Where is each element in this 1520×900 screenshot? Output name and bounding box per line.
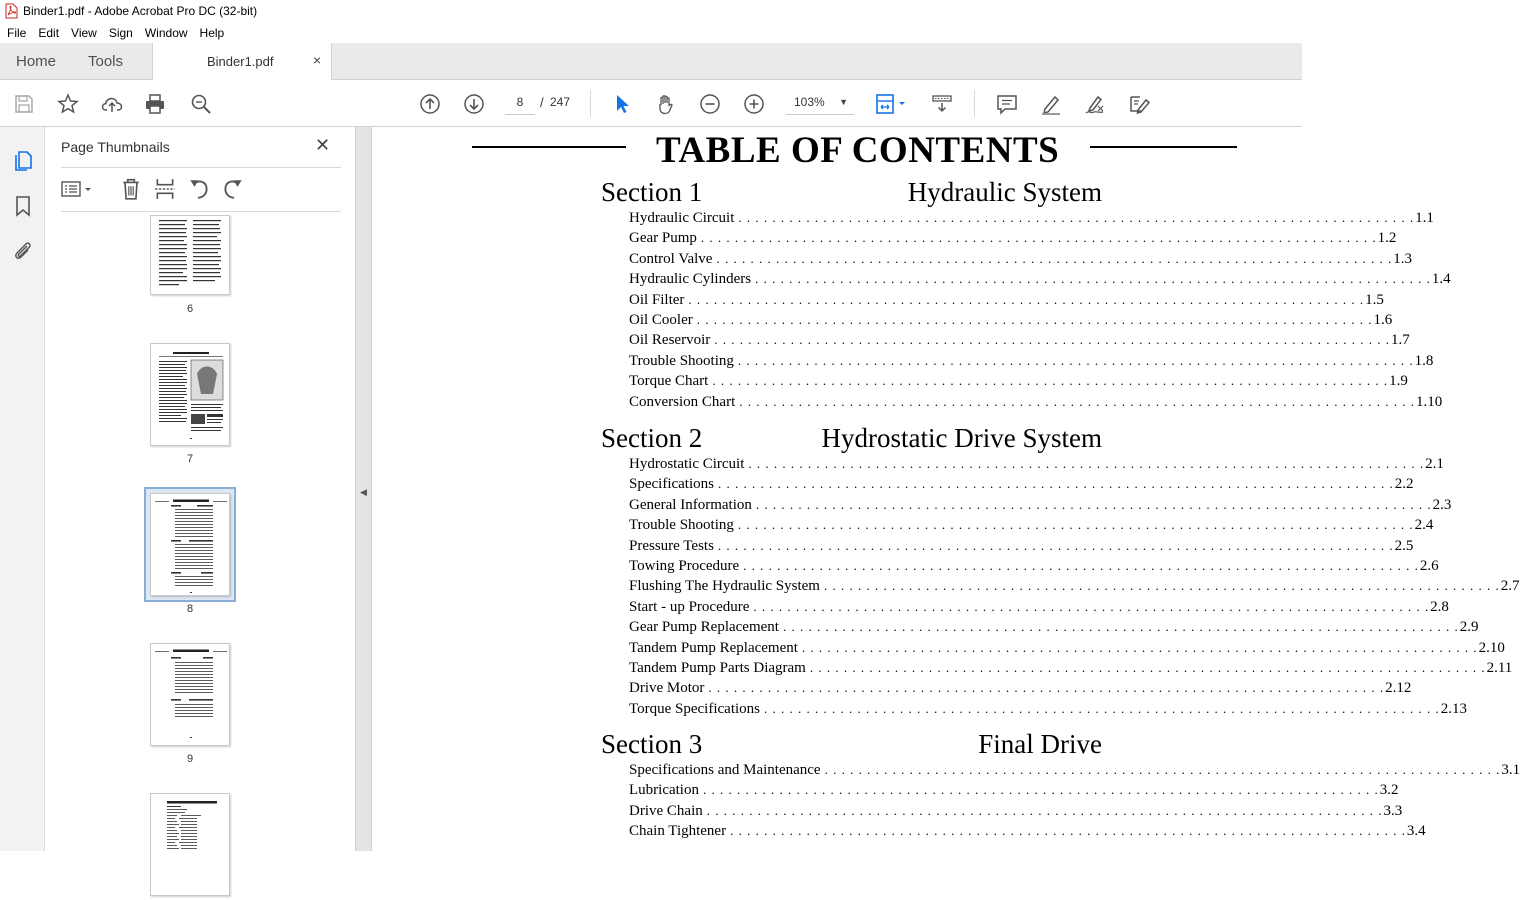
toc-entry[interactable] bbox=[629, 250, 1412, 269]
select-cursor-icon[interactable] bbox=[610, 92, 634, 116]
zoom-in-icon[interactable] bbox=[742, 92, 766, 116]
toc-entry-label: Gear Pump bbox=[629, 230, 697, 247]
page-thumbnail[interactable] bbox=[150, 343, 230, 446]
toc-entry-page: 1.2 bbox=[1377, 230, 1397, 247]
section-heading bbox=[601, 729, 1102, 759]
save-icon[interactable] bbox=[12, 92, 36, 116]
toc-dot-leader: . . . . . . . . . . . . . . . . . . . . . . . . . . . . . . . . . . . . . . . . . . . . . . . . . . . . . . . . . . . . . . . . . . . . . . . . . . . . . . . . bbox=[717, 476, 1394, 492]
previous-page-icon[interactable] bbox=[418, 92, 442, 116]
tab-home[interactable]: Home bbox=[16, 53, 57, 70]
toc-entry-page: 2.11 bbox=[1486, 660, 1513, 676]
document-view[interactable] bbox=[372, 127, 1520, 851]
toc-entry-label: Drive Chain bbox=[629, 802, 703, 819]
collapse-panel-arrow-icon[interactable]: ◀ bbox=[360, 487, 367, 497]
toc-entry-page: 2.3 bbox=[1432, 496, 1452, 513]
toc-entry-page: 1.1 bbox=[1415, 210, 1434, 226]
menu-file[interactable]: File bbox=[7, 25, 27, 40]
toc-entry-label: Specifications bbox=[629, 476, 714, 493]
page-thumbnails-icon[interactable] bbox=[11, 148, 35, 172]
toc-entry[interactable] bbox=[629, 332, 1410, 350]
toc-entry-page: 1.10 bbox=[1416, 393, 1443, 410]
upload-cloud-icon[interactable] bbox=[100, 92, 124, 116]
toc-entry-page: 2.5 bbox=[1394, 537, 1414, 554]
attachments-icon[interactable] bbox=[11, 239, 35, 263]
toc-dot-leader: . . . . . . . . . . . . . . . . . . . . . . . . . . . . . . . . . . . . . . . . . . . . . . . . . . . . . . . . . . . . . . . . . . . . . . . . . . . . . . . . bbox=[737, 352, 1414, 368]
toc-entry[interactable] bbox=[629, 517, 1434, 535]
toc-dot-leader: . . . . . . . . . . . . . . . . . . . . . . . . . . . . . . . . . . . . . . . . . . . . . . . . . . . . . . . . . . . . . . . . . . . . . . . . . . . . . . . . bbox=[706, 802, 1383, 818]
toc-dot-leader: . . . . . . . . . . . . . . . . . . . . . . . . . . . . . . . . . . . . . . . . . . . . . . . . . . . . . . . . . . . . . . . . . . . . . . . . . . . . . . . . bbox=[716, 250, 1393, 266]
toc-dot-leader: . . . . . . . . . . . . . . . . . . . . . . . . . . . . . . . . . . . . . . . . . . . . . . . . . . . . . . . . . . . . . . . . . . . . . . . . . . . . . . . . bbox=[717, 537, 1394, 553]
toc-dot-leader: . . . . . . . . . . . . . . . . . . . . . . . . . . . . . . . . . . . . . . . . . . . . . . . . . . . . . . . . . . . . . . . . . . . . . . . . . . . . . . . . bbox=[823, 578, 1500, 594]
page-thumbnail[interactable] bbox=[150, 215, 230, 295]
toc-entry-page: 2.13 bbox=[1440, 700, 1467, 717]
toc-entry-page: 3.2 bbox=[1379, 782, 1399, 799]
page-total: 247 bbox=[550, 95, 571, 109]
toc-dot-leader: . . . . . . . . . . . . . . . . . . . . . . . . . . . . . . . . . . . . . . . . . . . . . . . . . . . . . . . . . . . . . . . . . . . . . . . . . . . . . . . . bbox=[824, 762, 1501, 777]
tab-document[interactable] bbox=[152, 43, 332, 80]
toc-dot-leader: . . . . . . . . . . . . . . . . . . . . . . . . . . . . . . . . . . . . . . . . . . . . . . . . . . . . . . . . . . . . . . . . . . . . . . . . . . . . . . . . bbox=[700, 230, 1377, 246]
toc-dot-leader: . . . . . . . . . . . . . . . . . . . . . . . . . . . . . . . . . . . . . . . . . . . . . . . . . . . . . . . . . . . . . . . . . . . . . . . . . . . . . . . . bbox=[688, 291, 1365, 307]
title-rule-left bbox=[472, 146, 626, 148]
left-navigation-rail bbox=[0, 127, 45, 851]
toc-entry[interactable] bbox=[629, 558, 1439, 576]
toc-entry-label: Start - up Procedure bbox=[629, 598, 750, 615]
toc-entry[interactable] bbox=[629, 393, 1443, 412]
panel-title: Page Thumbnails bbox=[61, 139, 170, 155]
search-zoom-icon[interactable] bbox=[189, 92, 213, 116]
toc-entry[interactable] bbox=[629, 802, 1403, 821]
section-name: Final Drive bbox=[978, 729, 1102, 759]
zoom-level-dropdown[interactable] bbox=[786, 91, 854, 115]
menu-bar bbox=[0, 22, 1302, 43]
toc-entry-label: Gear Pump Replacement bbox=[629, 619, 779, 636]
toc-entry-label: Tandem Pump Parts Diagram bbox=[629, 660, 806, 676]
page-thumbnail[interactable] bbox=[150, 643, 230, 746]
menu-window[interactable]: Window bbox=[144, 25, 188, 40]
thumbnail-options-icon[interactable] bbox=[59, 177, 95, 201]
toc-entry-label: Drive Motor bbox=[629, 680, 705, 697]
main-toolbar bbox=[0, 80, 1302, 127]
bookmarks-icon[interactable] bbox=[11, 194, 35, 218]
close-panel-icon[interactable]: ✕ bbox=[315, 135, 331, 155]
sign-pen-icon[interactable] bbox=[1083, 92, 1107, 116]
toc-dot-leader: . . . . . . . . . . . . . . . . . . . . . . . . . . . . . . . . . . . . . . . . . . . . . . . . . . . . . . . . . . . . . . . . . . . . . . . . . . . . . . . . bbox=[708, 680, 1385, 696]
toc-entry-label: Towing Procedure bbox=[629, 558, 740, 574]
toc-entry-page: 1.7 bbox=[1390, 332, 1410, 349]
toc-entry[interactable] bbox=[629, 291, 1384, 310]
toc-dot-leader: . . . . . . . . . . . . . . . . . . . . . . . . . . . . . . . . . . . . . . . . . . . . . . . . . . . . . . . . . . . . . . . . . . . . . . . . . . . . . . . . bbox=[702, 782, 1379, 798]
toc-entry-label: Hydrostatic Circuit bbox=[629, 456, 745, 472]
toc-entry-page: 2.4 bbox=[1414, 517, 1434, 534]
acrobat-pdf-icon bbox=[5, 4, 17, 18]
toc-entry-page: 3.1 bbox=[1501, 762, 1520, 778]
menu-edit[interactable]: Edit bbox=[38, 25, 60, 40]
toc-entry-label: Pressure Tests bbox=[629, 537, 714, 554]
tab-document-label: Binder1.pdf bbox=[207, 54, 274, 69]
toc-entry[interactable] bbox=[629, 700, 1467, 719]
toc-entry-label: Specifications and Maintenance bbox=[629, 762, 821, 778]
toc-dot-leader: . . . . . . . . . . . . . . . . . . . . . . . . . . . . . . . . . . . . . . . . . . . . . . . . . . . . . . . . . . . . . . . . . . . . . . . . . . . . . . . . bbox=[696, 312, 1373, 327]
section-name: Hydraulic System bbox=[907, 177, 1102, 207]
toc-dot-leader: . . . . . . . . . . . . . . . . . . . . . . . . . . . . . . . . . . . . . . . . . . . . . . . . . . . . . . . . . . . . . . . . . . . . . . . . . . . . . . . . bbox=[782, 619, 1459, 635]
toc-entry[interactable] bbox=[629, 271, 1451, 289]
toc-entry[interactable] bbox=[629, 578, 1520, 596]
toc-entry[interactable] bbox=[629, 476, 1414, 494]
toc-entry-label: Oil Reservoir bbox=[629, 332, 711, 349]
toolbar-divider bbox=[974, 90, 975, 117]
toc-dot-leader: . . . . . . . . . . . . . . . . . . . . . . . . . . . . . . . . . . . . . . . . . . . . . . . . . . . . . . . . . . . . . . . . . . . . . . . . . . . . . . . . bbox=[714, 332, 1390, 348]
toc-entry-label: Tandem Pump Replacement bbox=[629, 639, 798, 656]
page-thumbnail[interactable] bbox=[150, 793, 230, 896]
page-fit-icon[interactable] bbox=[874, 92, 908, 116]
thumbnail-list bbox=[45, 219, 335, 851]
toc-entry-page: 2.7 bbox=[1500, 578, 1520, 595]
page-thumbnail-preview bbox=[151, 794, 231, 897]
rotate-right-icon[interactable] bbox=[221, 177, 245, 201]
page-thumbnail-preview bbox=[151, 344, 231, 447]
thumbnail-page-number: 8 bbox=[186, 603, 194, 615]
section-number: Section 1 bbox=[601, 177, 703, 207]
chevron-down-icon: ▼ bbox=[839, 97, 848, 107]
section-number: Section 3 bbox=[601, 729, 703, 759]
toc-dot-leader: . . . . . . . . . . . . . . . . . . . . . . . . . . . . . . . . . . . . . . . . . . . . . . . . . . . . . . . . . . . . . . . . . . . . . . . . . . . . . . . . bbox=[809, 660, 1486, 675]
panel-divider bbox=[61, 167, 341, 168]
thumbnail-page-number: 6 bbox=[186, 303, 194, 315]
page-separator: / bbox=[540, 95, 544, 110]
close-tab-icon[interactable]: × bbox=[313, 52, 322, 68]
toc-dot-leader: . . . . . . . . . . . . . . . . . . . . . . . . . . . . . . . . . . . . . . . . . . . . . . . . . . . . . . . . . . . . . . . . . . . . . . . . . . . . . . . . bbox=[743, 558, 1419, 573]
toc-entry-label: Lubrication bbox=[629, 782, 699, 799]
toc-entry-page: 1.5 bbox=[1365, 291, 1384, 308]
toc-entry-label: Hydraulic Circuit bbox=[629, 210, 735, 226]
edit-document-icon[interactable] bbox=[1127, 92, 1151, 116]
toc-entry-page: 2.8 bbox=[1430, 598, 1449, 615]
toc-entry[interactable] bbox=[629, 598, 1449, 617]
section-heading bbox=[601, 177, 1102, 207]
toc-entry-label: Oil Filter bbox=[629, 291, 685, 308]
scroll-mode-icon[interactable] bbox=[930, 92, 954, 116]
toc-entry[interactable] bbox=[629, 352, 1434, 371]
section-heading bbox=[601, 423, 1102, 453]
title-rule-right bbox=[1090, 146, 1237, 148]
toc-entry[interactable] bbox=[629, 230, 1397, 248]
toc-entry-page: 2.9 bbox=[1459, 619, 1479, 636]
toc-entry-page: 1.3 bbox=[1393, 250, 1412, 267]
toc-entry[interactable] bbox=[629, 782, 1399, 800]
page-thumbnail-preview bbox=[151, 216, 231, 296]
page-thumbnail-preview bbox=[151, 644, 231, 747]
toc-dot-leader: . . . . . . . . . . . . . . . . . . . . . . . . . . . . . . . . . . . . . . . . . . . . . . . . . . . . . . . . . . . . . . . . . . . . . . . . . . . . . . . . bbox=[730, 823, 1406, 839]
thumbnail-page-number: 9 bbox=[186, 753, 194, 765]
toc-entry-page: 1.6 bbox=[1373, 312, 1393, 328]
insert-page-icon[interactable] bbox=[153, 177, 177, 201]
toc-dot-leader: . . . . . . . . . . . . . . . . . . . . . . . . . . . . . . . . . . . . . . . . . . . . . . . . . . . . . . . . . . . . . . . . . . . . . . . . . . . . . . . . bbox=[739, 393, 1415, 409]
toc-entry-label: Trouble Shooting bbox=[629, 352, 734, 369]
toc-entry-label: Flushing The Hydraulic System bbox=[629, 578, 820, 595]
menu-sign[interactable]: Sign bbox=[108, 25, 133, 40]
toc-dot-leader: . . . . . . . . . . . . . . . . . . . . . . . . . . . . . . . . . . . . . . . . . . . . . . . . . . . . . . . . . . . . . . . . . . . . . . . . . . . . . . . . bbox=[748, 456, 1425, 471]
tab-bar bbox=[0, 43, 1302, 80]
toc-dot-leader: . . . . . . . . . . . . . . . . . . . . . . . . . . . . . . . . . . . . . . . . . . . . . . . . . . . . . . . . . . . . . . . . . . . . . . . . . . . . . . . . bbox=[753, 598, 1430, 614]
toc-entry-page: 2.6 bbox=[1419, 558, 1439, 574]
toc-entry[interactable] bbox=[629, 537, 1414, 556]
toc-entry[interactable] bbox=[629, 762, 1520, 780]
toc-entry-page: 1.4 bbox=[1431, 271, 1451, 288]
toc-entry[interactable] bbox=[629, 639, 1505, 658]
toc-entry[interactable] bbox=[629, 660, 1513, 678]
toc-entry-page: 1.9 bbox=[1389, 373, 1408, 390]
thumbnail-page-number: 7 bbox=[186, 453, 194, 465]
print-icon[interactable] bbox=[143, 92, 167, 116]
zoom-out-icon[interactable] bbox=[698, 92, 722, 116]
toc-entry-page: 2.1 bbox=[1425, 456, 1444, 472]
menu-view[interactable]: View bbox=[71, 25, 97, 40]
toc-entry-page: 2.12 bbox=[1385, 680, 1412, 697]
toc-entry[interactable] bbox=[629, 496, 1452, 515]
toc-entry-label: Torque Specifications bbox=[629, 700, 760, 717]
comment-icon[interactable] bbox=[995, 92, 1019, 116]
toc-dot-leader: . . . . . . . . . . . . . . . . . . . . . . . . . . . . . . . . . . . . . . . . . . . . . . . . . . . . . . . . . . . . . . . . . . . . . . . . . . . . . . . . bbox=[738, 210, 1415, 225]
page-thumbnail-preview bbox=[151, 494, 231, 597]
panel-splitter[interactable] bbox=[355, 127, 372, 851]
toc-entry-label: Chain Tightener bbox=[629, 823, 727, 840]
toc-entry-label: Trouble Shooting bbox=[629, 517, 734, 534]
title-bar bbox=[0, 0, 1302, 22]
document-title: TABLE OF CONTENTS bbox=[656, 130, 1060, 171]
toc-dot-leader: . . . . . . . . . . . . . . . . . . . . . . . . . . . . . . . . . . . . . . . . . . . . . . . . . . . . . . . . . . . . . . . . . . . . . . . . . . . . . . . . bbox=[712, 373, 1389, 389]
toc-entry[interactable] bbox=[629, 619, 1479, 637]
toc-entry-page: 2.2 bbox=[1394, 476, 1414, 493]
hand-tool-icon[interactable] bbox=[654, 92, 678, 116]
section-name: Hydrostatic Drive System bbox=[821, 423, 1102, 453]
toc-entry[interactable] bbox=[629, 210, 1434, 228]
toc-entry[interactable] bbox=[629, 680, 1412, 698]
toc-entry-label: Hydraulic Cylinders bbox=[629, 271, 752, 288]
toc-entry-page: 3.4 bbox=[1406, 823, 1426, 840]
page-thumbnail-selected[interactable] bbox=[150, 493, 230, 596]
toc-entry-label: Control Valve bbox=[629, 250, 713, 267]
toc-entry-page: 2.10 bbox=[1478, 639, 1505, 656]
panel-divider bbox=[61, 211, 341, 212]
toc-entry[interactable] bbox=[629, 456, 1444, 474]
window-title: Binder1.pdf - Adobe Acrobat Pro DC (32-bit) bbox=[23, 4, 258, 18]
toc-dot-leader: . . . . . . . . . . . . . . . . . . . . . . . . . . . . . . . . . . . . . . . . . . . . . . . . . . . . . . . . . . . . . . . . . . . . . . . . . . . . . . . . bbox=[801, 639, 1478, 655]
zoom-level-value: 103% bbox=[794, 95, 825, 109]
toc-entry-page: 1.8 bbox=[1414, 352, 1434, 369]
star-bookmark-icon[interactable] bbox=[56, 92, 80, 116]
toc-dot-leader: . . . . . . . . . . . . . . . . . . . . . . . . . . . . . . . . . . . . . . . . . . . . . . . . . . . . . . . . . . . . . . . . . . . . . . . . . . . . . . . . bbox=[755, 496, 1432, 512]
next-page-icon[interactable] bbox=[462, 92, 486, 116]
toc-entry-label: Conversion Chart bbox=[629, 393, 736, 410]
toc-dot-leader: . . . . . . . . . . . . . . . . . . . . . . . . . . . . . . . . . . . . . . . . . . . . . . . . . . . . . . . . . . . . . . . . . . . . . . . . . . . . . . . . bbox=[764, 700, 1440, 716]
section-number: Section 2 bbox=[601, 423, 703, 453]
highlight-pen-icon[interactable] bbox=[1039, 92, 1063, 116]
toc-entry-label: General Information bbox=[629, 496, 752, 513]
delete-page-icon[interactable] bbox=[119, 177, 143, 201]
page-thumbnails-panel bbox=[45, 127, 355, 851]
toc-entry[interactable] bbox=[629, 312, 1393, 330]
tab-tools[interactable]: Tools bbox=[88, 53, 124, 70]
page-number-input[interactable]: 8 bbox=[505, 91, 535, 115]
toc-entry[interactable] bbox=[629, 823, 1426, 841]
toc-entry-label: Oil Cooler bbox=[629, 312, 693, 328]
toc-entry[interactable] bbox=[629, 373, 1408, 391]
toc-entry-page: 3.3 bbox=[1383, 802, 1403, 819]
rotate-left-icon[interactable] bbox=[187, 177, 211, 201]
toc-dot-leader: . . . . . . . . . . . . . . . . . . . . . . . . . . . . . . . . . . . . . . . . . . . . . . . . . . . . . . . . . . . . . . . . . . . . . . . . . . . . . . . . bbox=[755, 271, 1431, 287]
toc-entry-label: Torque Chart bbox=[629, 373, 709, 390]
toc-dot-leader: . . . . . . . . . . . . . . . . . . . . . . . . . . . . . . . . . . . . . . . . . . . . . . . . . . . . . . . . . . . . . . . . . . . . . . . . . . . . . . . . bbox=[737, 517, 1414, 533]
menu-help[interactable]: Help bbox=[199, 25, 225, 40]
toolbar-divider bbox=[590, 90, 591, 117]
